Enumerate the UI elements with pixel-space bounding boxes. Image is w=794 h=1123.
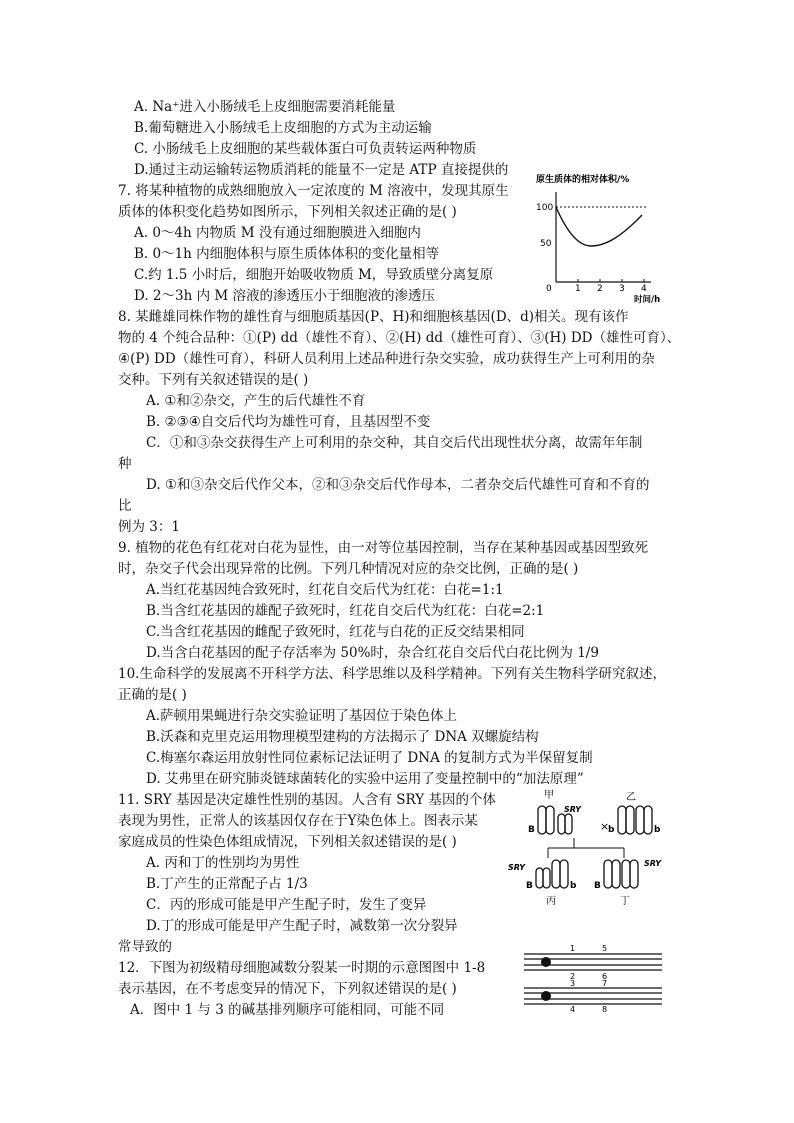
gene-number: 2 xyxy=(570,972,576,981)
option-line: A．图中 1 与 3 的碱基排列顺序可能相同，可能不同 xyxy=(130,1002,445,1018)
question-stem: 表示基因，在不考虑变异的情况下，下列叙述错误的是( ) xyxy=(118,981,457,997)
option-line: C. 小肠绒毛上皮细胞的某些载体蛋白可负责转运两种物质 xyxy=(134,141,477,157)
option-line: D. ①和③杂交后代作父本，②和③杂交后代作母本，二者杂交后代雄性可育和不育的 xyxy=(146,477,650,493)
question-stem: 正确的是( ) xyxy=(118,687,187,703)
homologous-chromosome-figure xyxy=(518,940,668,1012)
option-line: C.当含红花基因的雌配子致死时，红花与白花的正反交结果相同 xyxy=(146,624,525,640)
option-line: D.当含白花基因的配子存活率为 50%时，杂合红花自交后代白花比例为 1/9 xyxy=(146,645,599,661)
option-line: A.萨顿用果蝇进行杂交实验证明了基因位于染色体上 xyxy=(146,708,458,724)
x-axis-label: 时间/h xyxy=(634,295,661,305)
option-line: A.当红花基因纯合致死时，红花自交后代为红花：白花=1:1 xyxy=(146,582,504,598)
sry-label: SRY xyxy=(564,805,581,814)
question-stem: 交种。下列有关叙述错误的是( ) xyxy=(118,372,309,388)
sry-label: SRY xyxy=(508,863,525,872)
option-line: D. 艾弗里在研究肺炎链球菌转化的实验中运用了变量控制中的“加法原理” xyxy=(146,771,584,787)
gene-label-b: b xyxy=(654,825,661,835)
sry-label: SRY xyxy=(644,859,661,868)
x-tick-label: 4 xyxy=(641,284,647,294)
x-tick-label: 1 xyxy=(575,284,581,294)
question-stem: 物的 4 个纯合品种：①(P) dd（雄性不育）、②(H) dd（雄性可育）、③(H) DD（雄性可育）、 xyxy=(118,330,681,346)
gene-label-b: b xyxy=(570,881,577,891)
chromosome-set-ding xyxy=(604,860,638,888)
protoplast-volume-figure xyxy=(536,170,666,305)
option-line: A. 丙和丁的性别均为男性 xyxy=(146,855,300,871)
option-line: D.通过主动运输转运物质消耗的能量不一定是 ATP 直接提供的 xyxy=(134,162,509,178)
question-stem: 10.生命科学的发展离不开科学方法、科学思维以及科学精神。下列有关生物科学研究叙述， xyxy=(118,666,666,682)
gene-number: 7 xyxy=(602,979,608,988)
option-line: 例为 3：1 xyxy=(118,519,180,535)
sex-chromosome-figure xyxy=(508,786,668,928)
chromosome-pair-yi xyxy=(618,806,652,834)
question-stem: ④(P) DD（雄性可育），科研人员利用上述品种进行杂交实验，成功获得生产上可利用的杂 xyxy=(118,351,655,367)
option-line: C.约 1.5 小时后，细胞开始吸收物质 M，导致质壁分离复原 xyxy=(134,267,494,283)
question-stem: 家庭成员的性染色体组成情况，下列相关叙述错误的是( ) xyxy=(118,834,457,850)
y-tick-label: 50 xyxy=(540,239,552,249)
label-jia: 甲 xyxy=(544,790,554,801)
option-line: B.丁产生的正常配子占 1/3 xyxy=(146,876,308,892)
option-line: B. 0～1h 内细胞体积与原生质体体积的变化量相等 xyxy=(134,246,440,262)
option-line: B.葡萄糖进入小肠绒毛上皮细胞的方式为主动运输 xyxy=(134,120,432,136)
x-tick-label: 2 xyxy=(597,284,603,294)
option-line: 比 xyxy=(118,498,132,514)
question-stem: 11. SRY 基因是决定雄性性别的基因。人含有 SRY 基因的个体 xyxy=(118,792,496,808)
option-line: B.沃森和克里克运用物理模型建构的方法揭示了 DNA 双螺旋结构 xyxy=(146,729,539,745)
option-line: D. 2～3h 内 M 溶液的渗透压小于细胞液的渗透压 xyxy=(134,288,435,304)
question-stem: 7. 将某种植物的成熟细胞放入一定浓度的 M 溶液中，发现其原生 xyxy=(118,183,509,199)
question-stem: 时，杂交子代会出现异常的比例。下列几种情况对应的杂交比例，正确的是( ) xyxy=(118,561,579,577)
chromosome-set-bing xyxy=(536,860,568,888)
gene-number: 6 xyxy=(602,972,608,981)
x-tick-label: 3 xyxy=(619,284,625,294)
question-stem: 12．下图为初级精母细胞减数分裂某一时期的示意图图中 1-8 xyxy=(118,960,486,976)
option-line: C．丙的形成可能是甲产生配子时，发生了变异 xyxy=(146,897,427,913)
option-line: 常导致的 xyxy=(118,939,172,955)
option-line: A. ①和②杂交，产生的后代雄性不育 xyxy=(146,393,366,409)
gene-number: 3 xyxy=(570,979,576,988)
option-line: C.梅塞尔森运用放射性同位素标记法证明了 DNA 的复制方式为半保留复制 xyxy=(146,750,593,766)
option-line: B. ②③④自交后代均为雄性可育，且基因型不变 xyxy=(146,414,431,430)
cross-symbol: × xyxy=(600,820,610,833)
option-line: A. Na⁺进入小肠绒毛上皮细胞需要消耗能量 xyxy=(134,99,396,115)
centromere xyxy=(541,991,551,1001)
question-stem: 8. 某雌雄同株作物的雄性育与细胞质基因(P、H)和细胞核基因(D、d)相关。现有该作 xyxy=(118,309,629,325)
volume-curve xyxy=(556,207,642,246)
question-stem: 9. 植物的花色有红花对白花为显性，由一对等位基因控制，当存在某种基因或基因型致死 xyxy=(118,540,649,556)
option-line: 种 xyxy=(118,456,132,472)
y-tick-label: 0 xyxy=(546,284,552,294)
gene-label-B: B xyxy=(594,881,601,891)
option-line: C．①和③杂交获得生产上可利用的杂交种，其自交后代出现性状分离，故需年年制 xyxy=(146,435,643,451)
option-line: A. 0～4h 内物质 M 没有通过细胞膜进入细胞内 xyxy=(134,225,421,241)
centromere xyxy=(541,957,551,967)
label-yi: 乙 xyxy=(626,792,636,803)
gene-number: 1 xyxy=(570,944,576,953)
question-stem: 质体的体积变化趋势如图所示，下列相关叙述正确的是( ) xyxy=(118,204,457,220)
gene-number: 8 xyxy=(602,1005,608,1012)
gene-label-b: b xyxy=(608,825,615,835)
question-stem: 表现为男性，正常人的该基因仅存在于Y染色体上。图表示某 xyxy=(118,813,478,829)
y-tick-label: 100 xyxy=(536,203,554,213)
option-line: D.丁的形成可能是甲产生配子时，减数第一次分裂异 xyxy=(146,918,458,934)
option-line: B.当含红花基因的雄配子致死时，红花自交后代为红花：白花=2:1 xyxy=(146,603,545,619)
gene-label-B: B xyxy=(528,825,535,835)
gene-number: 5 xyxy=(602,944,608,953)
label-bing: 丙 xyxy=(546,896,556,907)
figure-title: 原生质体的相对体积/% xyxy=(536,175,630,185)
gene-label-B: B xyxy=(526,881,533,891)
label-ding: 丁 xyxy=(620,896,630,907)
gene-number: 4 xyxy=(570,1005,576,1012)
